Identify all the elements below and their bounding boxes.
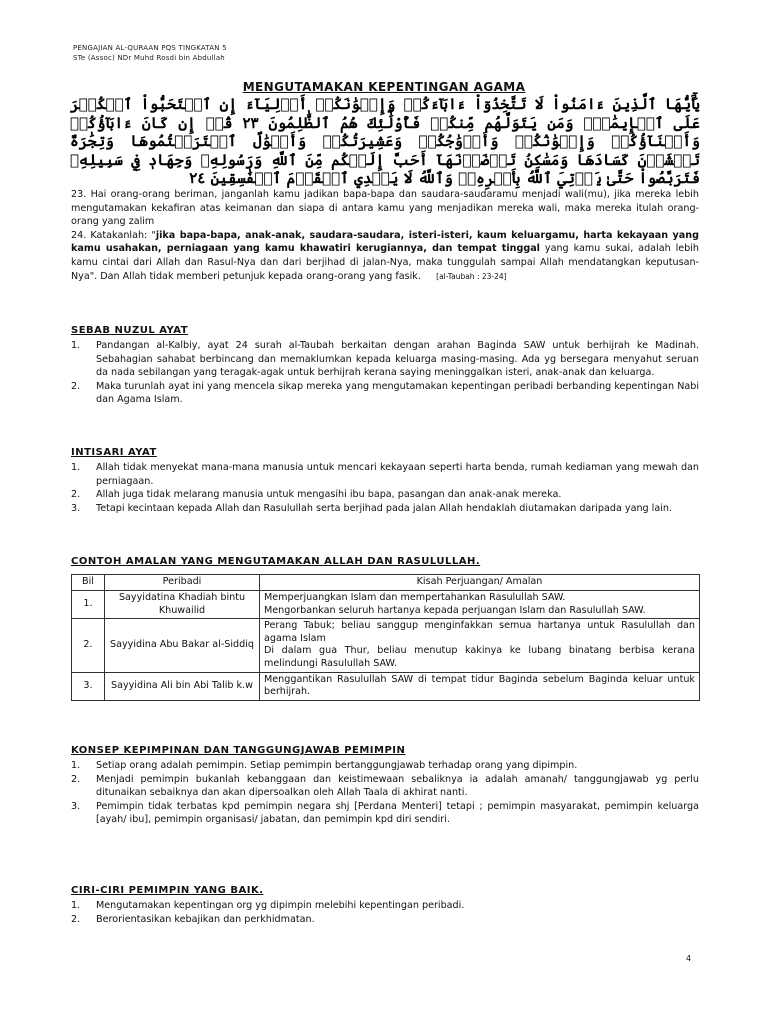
list-number: 1. — [71, 340, 81, 351]
sebab-nuzul-list — [71, 339, 699, 407]
konsep-list — [71, 759, 699, 827]
kisah-line: Perang Tabuk; beliau sanggup menginfakkan semua hartanya untuk Rasulullah dan agama Islam — [264, 620, 695, 644]
ciri-list — [71, 899, 699, 926]
cell-bil: 1. — [72, 591, 105, 619]
list-number: 2. — [71, 489, 81, 501]
verse-24-emphasis: jika bapa-bapa, anak-anak, saudara-saudara, isteri-isteri, kaum keluargamu, harta kekayaan yang kamu usahakan, perniagaan yang kamu khawatiri kerugiannya, dan tempat tinggal — [71, 229, 699, 255]
list-text: Allah juga tidak melarang manusia untuk mengasihi ibu bapa, pasangan dan anak-anak mereka. — [96, 489, 562, 501]
cell-kisah — [260, 591, 700, 619]
list-number: 3. — [71, 502, 81, 514]
list-text: Pemimpin tidak terbatas kpd pemimpin negara shj [Perdana Menteri] tetapi ; pemimpin masyarakat, pemimpin keluarga [ayah/ ibu], pemimpin organisasi/ jabatan, dan pemimpin kpd diri sendiri. — [96, 800, 699, 826]
table-row — [72, 591, 700, 619]
translation-verse-23: 23. Hai orang-orang beriman, janganlah kamu jadikan bapa-bapa dan saudara-saudaramu menjadi wali(mu), jika mereka lebih mengutamakan kekafiran atas keimanan dan siapa di antara kamu yang menjadikan mereka wali, maka mereka itulah orang-orang yang zalim — [71, 189, 699, 228]
intisari-heading: INTISARI AYAT — [71, 447, 157, 458]
list-item — [71, 759, 699, 773]
list-item — [71, 502, 699, 516]
list-number: 1. — [71, 760, 81, 771]
page-title: MENGUTAMAKAN KEPENTINGAN AGAMA — [242, 80, 526, 94]
list-text: Pandangan al-Kalbiy, ayat 24 surah al-Taubah berkaitan dengan arahan Baginda SAW untuk berhijrah ke Madinah. Sebahagian sahabat berbincang dan memaklumkan kepada keluarga masing-masing. Ada yg bersegara menyahut seruan da nada sebilangan yang teragak-agak untuk berhijrah kerana saying meninggalkan isteri, anak-anak dan keluarga. — [96, 340, 699, 379]
list-text: Setiap orang adalah pemimpin. Setiap pemimpin bertanggungjawab terhadap orang yang dipimpin. — [96, 760, 578, 771]
kisah-line: Di dalam gua Thur, beliau menutup kakinya ke lubang binatang berbisa kerana melindungi Rasulullah SAW. — [264, 645, 695, 669]
col-bil: Bil — [72, 575, 105, 591]
list-text: Berorientasikan kebajikan dan perkhidmatan. — [96, 913, 315, 925]
translation-block — [71, 188, 699, 283]
list-number: 3. — [71, 800, 81, 812]
list-number: 1. — [71, 462, 81, 473]
verse-24-rest: yang kamu sukai, adalah lebih kamu cintai dari Allah dan Rasul-Nya dan dari berjihad di jalan-Nya, maka tunggulah sampai Allah mendatangkan keputusan-Nya". Dan Allah tidak memberi petunjuk kepada orang-orang yang fasik. — [71, 243, 699, 282]
list-item — [71, 913, 699, 927]
arabic-verse: يَٰٓأَيُّهَا ٱلَّذِينَ ءَامَنُواْ لَا تَتَّخِذُوٓاْ ءَابَآءَكُمۡ وَإِخۡوَٰنَكُمۡ أَوۡلِيَآءَ إِنِ ٱسۡتَحَبُّواْ ٱلۡكُفۡرَ عَلَى ٱلۡإِيمَٰنِۚ وَمَن يَتَوَلَّهُم مِّنكُمۡ فَأُوْلَٰٓئِكَ هُمُ ٱلظَّٰلِمُونَ ٢٣ قُلۡ إِن كَانَ ءَابَآؤُكُمۡ وَأَبۡنَآؤُكُمۡ وَإِخۡوَٰنُكُمۡ وَأَزۡوَٰجُكُمۡ وَعَشِيرَتُكُمۡ وَأَمۡوَٰلٌ ٱقۡتَرَفۡتُمُوهَا وَتِجَٰرَةٌ تَخۡشَوۡنَ كَسَادَهَا وَمَسَٰكِنُ تَرۡضَوۡنَهَآ أَحَبَّ إِلَيۡكُم مِّنَ ٱللَّهِ وَرَسُولِهِۦ وَجِهَادٖ فِي سَبِيلِهِۦ فَتَرَبَّصُواْ حَتَّىٰ يَأۡتِيَ ٱللَّهُ بِأَمۡرِهِۦۗ وَٱللَّهُ لَا يَهۡدِي ٱلۡقَوۡمَ ٱلۡفَٰسِقِينَ ٢٤ — [70, 95, 700, 187]
list-item — [71, 773, 699, 800]
list-item — [71, 899, 699, 913]
cell-peribadi: Sayyidatina Khadiah bintu Khuwailid — [105, 591, 260, 619]
table-row — [72, 672, 700, 700]
verse-24-intro: 24. Katakanlah: " — [71, 229, 156, 241]
page-number: 4 — [686, 954, 692, 963]
cell-peribadi: Sayyidina Abu Bakar al-Siddiq — [105, 619, 260, 672]
list-item — [71, 461, 699, 488]
list-number: 1. — [71, 900, 81, 911]
list-number: 2. — [71, 913, 81, 925]
cell-peribadi: Sayyidina Ali bin Abi Talib k.w — [105, 672, 260, 700]
verse-reference: [al-Taubah : 23-24] — [436, 271, 507, 281]
cell-kisah — [260, 619, 700, 672]
cell-kisah — [260, 672, 700, 700]
table-header-row — [72, 575, 700, 591]
kisah-line: Mengorbankan seluruh hartanya kepada perjuangan Islam dan Rasulullah SAW. — [264, 604, 646, 616]
list-text: Mengutamakan kepentingan org yg dipimpin melebihi kepentingan peribadi. — [96, 900, 465, 911]
header-course: PENGAJIAN AL-QURAAN PQS TINGKATAN 5 — [73, 44, 227, 52]
list-item — [71, 488, 699, 502]
kisah-line: Menggantikan Rasulullah SAW di tempat tidur Baginda sebelum Baginda keluar untuk berhijrah. — [264, 673, 695, 698]
list-item — [71, 800, 699, 827]
col-peribadi: Peribadi — [105, 575, 260, 591]
col-kisah: Kisah Perjuangan/ Amalan — [260, 575, 700, 591]
konsep-heading: KONSEP KEPIMPINAN DAN TANGGUNGJAWAB PEMIMPIN — [71, 745, 406, 756]
list-item — [71, 339, 699, 380]
list-number: 2. — [71, 773, 81, 785]
table-row — [72, 619, 700, 672]
list-text: Allah tidak menyekat mana-mana manusia untuk mencari kekayaan seperti harta benda, rumah kediaman yang mewah dan perniagaan. — [96, 462, 699, 487]
translation-verse-24 — [71, 229, 699, 283]
header-author: STe (Assoc) NDr Muhd Rosdi bin Abdullah — [73, 54, 225, 62]
ciri-heading: CIRI-CIRI PEMIMPIN YANG BAIK. — [71, 885, 264, 896]
cell-bil: 3. — [72, 672, 105, 700]
amalan-table — [71, 574, 700, 701]
contoh-heading: CONTOH AMALAN YANG MENGUTAMAKAN ALLAH DAN RASULULLAH. — [71, 556, 481, 567]
cell-bil: 2. — [72, 619, 105, 672]
list-number: 2. — [71, 380, 81, 392]
intisari-list — [71, 461, 699, 515]
list-text: Menjadi pemimpin bukanlah kebanggaan dan keistimewaan sebaliknya ia adalah amanah/ tanggungjawab yg perlu ditunaikan sebaiknya dan akan dipersoalkan oleh Allah Taala di akhirat nanti. — [96, 773, 699, 799]
sebab-nuzul-heading: SEBAB NUZUL AYAT — [71, 325, 189, 336]
list-item — [71, 380, 699, 407]
list-text: Tetapi kecintaan kepada Allah dan Rasulullah serta berjihad pada jalan Allah hendaklah diutamakan daripada yang lain. — [96, 502, 673, 514]
list-text: Maka turunlah ayat ini yang mencela sikap mereka yang mengutamakan kepentingan peribadi berbanding kepentingan Nabi dan Agama Islam. — [96, 380, 699, 406]
kisah-line: Memperjuangkan Islam dan mempertahankan Rasulullah SAW. — [264, 592, 566, 603]
